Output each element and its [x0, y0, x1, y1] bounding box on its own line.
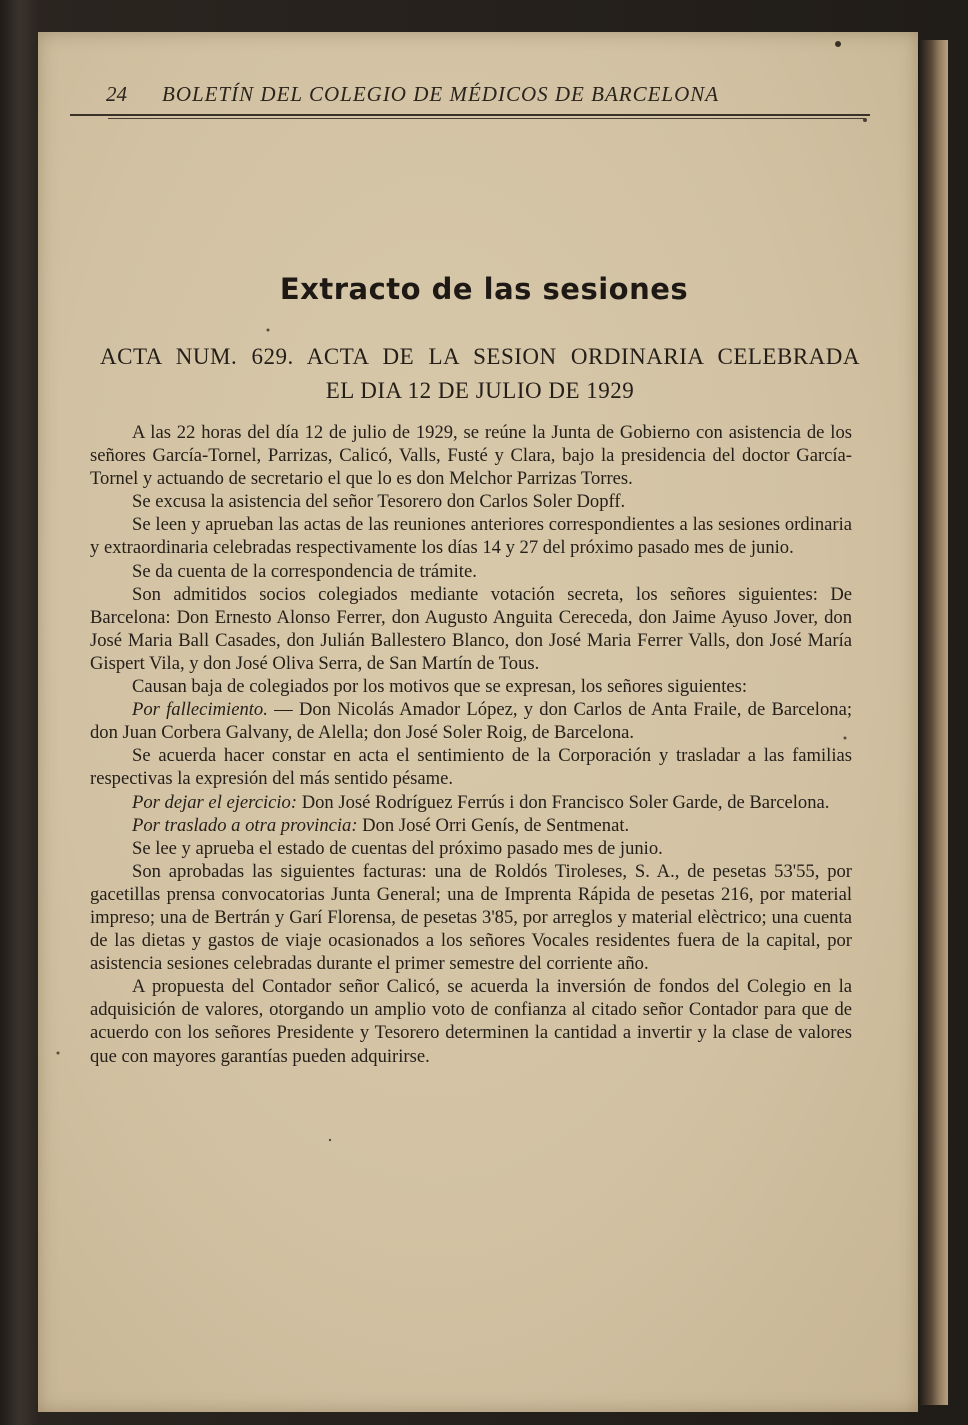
paragraph: Se leen y aprueban las actas de las reuniones anteriores correspondientes a las sesiones ordinaria y extraordinaria celebradas respectivamente los días 14 y 27 del próximo pasado mes de junio. — [90, 514, 852, 559]
paragraph: Se excusa la asistencia del señor Tesorero don Carlos Soler Dopff. — [132, 491, 626, 513]
paragraph: Causan baja de colegiados por los motivos que se expresan, los señores siguientes: — [132, 676, 748, 698]
italic-lead: Por dejar el ejercicio: — [132, 791, 298, 813]
section-title: Extracto de las sesiones — [279, 272, 689, 306]
running-header — [70, 78, 870, 116]
paragraph: Son aprobadas las siguientes facturas: una de Roldós Tiroleses, S. A., de pesetas 53'55, por gacetillas prensa convocatorias Junta General; una de Imprenta Rápida de pesetas 216, por material impreso; una de Bertrán y Garí Florensa, de pesetas 3'85, por arreglos y material elèctrico; una cuenta de las dietas y gastos de viaje ocasionados a los señores Vocales residentes fuera de la capital, por asistencia sesiones celebradas durante el primer semestre del corriente año. — [90, 860, 852, 975]
paragraph: Por traslado a otra provincia: Don José Orri Genís, de Sentmenat. — [132, 814, 630, 836]
paragraph: Se da cuenta de la correspondencia de trámite. — [132, 560, 477, 582]
journal-title: BOLETÍN DEL COLEGIO DE MÉDICOS DE BARCELONA — [162, 82, 720, 106]
paragraph: A las 22 horas del día 12 de julio de 1929, se reúne la Junta de Gobierno con asistencia de los señores García-Tornel, Parrizas, Calicó, Valls, Fusté y Clara, bajo la presidencia del doctor García-Tornel y actuando de secretario el que lo es don Melchor Parrizas Torres. — [90, 422, 852, 490]
paragraph: Por dejar el ejercicio: Don José Rodríguez Ferrús i don Francisco Soler Garde, de Barcelona. — [132, 791, 830, 813]
acta-heading-line-2: EL DIA 12 DE JULIO DE 1929 — [325, 378, 635, 403]
minutes-body — [90, 421, 852, 1068]
italic-lead: Por traslado a otra provincia: — [132, 814, 358, 836]
paragraph: Son admitidos socios colegiados mediante votación secreta, los señores siguientes: De Barcelona: Don Ernesto Alonso Ferrer, don Augusto Anguita Cereceda, don Jaime Ayuso Jover, don José Maria Ball Casades, don Julián Ballestero Blanco, don José Maria Ferrer Valls, don José María Gispert Vila, y don José Oliva Serra, de San Martín de Tous. — [90, 583, 852, 674]
paragraph: Se lee y aprueba el estado de cuentas del próximo pasado mes de junio. — [132, 837, 663, 859]
page-number: 24 — [106, 82, 127, 106]
italic-lead: Por fallecimiento. — [132, 699, 268, 721]
paragraph: A propuesta del Contador señor Calicó, se acuerda la inversión de fondos del Colegio en la adquisición de valores, otorgando un amplio voto de confianza al citado señor Contador para que de acuerdo con los señores Presidente y Tesorero determinen la cantidad a invertir y la clase de valores que con mayores garantías pueden adquirirse. — [90, 976, 852, 1067]
paragraph: Por fallecimiento. — Don Nicolás Amador López, y don Carlos de Anta Fraile, de Barcelona; don Juan Corbera Galvany, de Alella; don José Soler Roig, de Barcelona. — [90, 699, 852, 744]
book-edge-shadow — [918, 40, 948, 1405]
header-rule — [108, 118, 866, 119]
acta-heading — [100, 340, 860, 408]
acta-heading-line-1: ACTA NUM. 629. ACTA DE LA SESION ORDINARIA CELEBRADA — [100, 344, 860, 369]
paragraph: Se acuerda hacer constar en acta el sentimiento de la Corporación y trasladar a las familias respectivas la expresión del más sentido pésame. — [90, 745, 852, 790]
